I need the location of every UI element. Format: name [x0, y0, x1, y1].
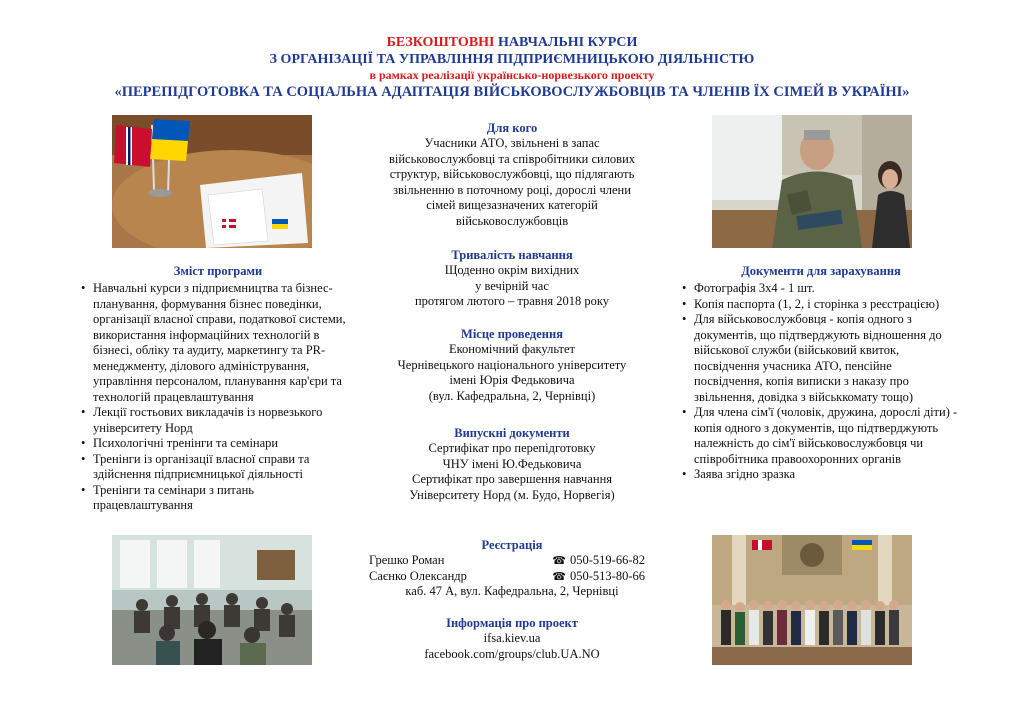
registration-address: каб. 47 А, вул. Кафедральна, 2, Чернівці: [405, 584, 619, 598]
contact-name: Саєнко Олександр: [369, 568, 467, 583]
duration-line: протягом лютого – травня 2018 року: [414, 294, 610, 308]
duration-title: Тривалість навчання: [451, 248, 573, 262]
list-item: • Для члена сім'ї (чоловік, дружина, дорослі діти) - копія одного з документів, що підтверджують належність до сім'ї військовослужбовця чи співробітника правоохоронних органів: [681, 405, 961, 467]
section-duration: [357, 248, 667, 310]
header-project-name: «ПЕРЕПІДГОТОВКА ТА СОЦІАЛЬНА АДАПТАЦІЯ ВІЙСЬКОВОСЛУЖБОВЦІВ ТА ЧЛЕНІВ ЇХ СІМЕЙ В УКРАЇНІ»: [114, 84, 910, 100]
list-item: • Лекції гостьових викладачів із норвезького університету Норд: [80, 405, 356, 436]
list-item: • Заява згідно зразка: [681, 467, 961, 483]
header-subtitle: З ОРГАНІЗАЦІЇ ТА УПРАВЛІННЯ ПІДПРИЄМНИЦЬКОЮ ДІЯЛЬНІСТЮ: [269, 52, 755, 67]
list-item: • Навчальні курси з підприємництва та бізнес-планування, формування бізнес поведінки, організації власної справи, податкової системи, використання інформаційних технологій в бізнесі, обліку та аудиту, маркетингу та PR-менеджменту, ділового адміністрування, управління персоналом, планування кар'єри та технологій працевлаштування: [80, 281, 356, 405]
section-venue: [357, 327, 667, 404]
program-title: Зміст програми: [173, 264, 263, 278]
duration-text: [357, 263, 667, 310]
section-program: [80, 264, 356, 514]
phone-number[interactable]: 050-519-66-82: [570, 553, 645, 567]
program-list: [80, 281, 356, 514]
list-item: • Для військовослужбовця - копія одного з документів, що підтверджують відношення до військової служби (військовий квиток, посвідчення учасника АТО, пенсійне посвідчення, копія виписки з наказу про звільнення, довідка з військкомату тощо): [681, 312, 961, 405]
who-line: сімей вищезазначених категорій: [426, 198, 598, 212]
docs-title: Випускні документи: [454, 426, 570, 440]
facebook-link[interactable]: facebook.com/groups/club.UA.NO: [424, 646, 600, 661]
duration-line: Щоденно окрім вихідних: [444, 263, 580, 277]
header-project-note: в рамках реалізації українсько-норвезького проекту: [369, 68, 655, 82]
photo-soldier-student: [712, 115, 912, 248]
section-graduation-docs: [357, 426, 667, 503]
list-item: • Тренінги із організації власної справи та здійснення підприємницької діяльності: [80, 452, 356, 483]
venue-line: (вул. Кафедральна, 2, Чернівці): [428, 388, 596, 403]
who-line: військовослужбовці та співробітники силових: [388, 151, 636, 166]
contact-phone: [552, 569, 645, 585]
venue-line: Чернівецького національного університету: [397, 357, 627, 372]
info-title: Інформація про проект: [446, 616, 578, 630]
venue-title: Місце проведення: [461, 327, 563, 341]
photo-flags-on-table: [112, 115, 312, 248]
registration-title: Реєстрація: [481, 538, 543, 552]
header-title-rest: НАВЧАЛЬНІ КУРСИ: [494, 35, 638, 50]
section-registration: [357, 538, 667, 600]
venue-text: [357, 342, 667, 404]
enrollment-title: Документи для зарахування: [741, 264, 901, 278]
contact-phone: [552, 553, 645, 569]
section-enrollment-docs: [681, 264, 961, 483]
website-link[interactable]: ifsa.kiev.ua: [483, 631, 541, 645]
who-title: Для кого: [486, 121, 538, 135]
list-item: • Психологічні тренінги та семінари: [80, 436, 356, 452]
list-item: • Тренінги та семінари з питань працевлаштування: [80, 483, 356, 514]
contact-row: [357, 569, 667, 585]
header-free-word: БЕЗКОШТОВНІ: [386, 35, 495, 50]
docs-line: Сертифікат про перепідготовку: [428, 441, 596, 455]
registration-contacts: [357, 553, 667, 600]
who-line: звільненню в поточному році, дорослі члени: [393, 182, 631, 197]
who-line: Учасники АТО, звільнені в запас: [424, 136, 600, 150]
who-text: [357, 136, 667, 229]
who-line: структур, військовослужбовці, що підлягають: [389, 167, 635, 181]
phone-number[interactable]: 050-513-80-66: [570, 568, 645, 583]
contact-row: [357, 553, 667, 569]
duration-line: у вечірній час: [475, 278, 549, 293]
photo-seminar-circle: [112, 535, 312, 665]
section-project-info: [357, 616, 667, 662]
section-who: [357, 121, 667, 229]
venue-line: Економічний факультет: [448, 342, 576, 356]
photo-group-hall: [712, 535, 912, 665]
phone-icon: ☎: [552, 554, 566, 567]
info-text: [357, 631, 667, 662]
list-item: • Фотографія 3х4 - 1 шт.: [681, 281, 961, 297]
docs-line: ЧНУ імені Ю.Федьковича: [442, 456, 582, 471]
docs-text: [357, 441, 667, 503]
venue-line: імені Юрія Федьковича: [449, 373, 575, 387]
list-item: • Копія паспорта (1, 2, і сторінка з реєстрацією): [681, 297, 961, 313]
contact-name: Грешко Роман: [369, 553, 445, 567]
docs-line: Сертифікат про завершення навчання: [411, 472, 613, 486]
header-title-line: [0, 34, 1024, 51]
who-line: військовослужбовців: [455, 213, 569, 228]
phone-icon: ☎: [552, 569, 566, 583]
docs-line: Університету Норд (м. Будо, Норвегія): [409, 487, 615, 502]
enrollment-list: [681, 281, 961, 483]
page-header: [0, 34, 1024, 101]
